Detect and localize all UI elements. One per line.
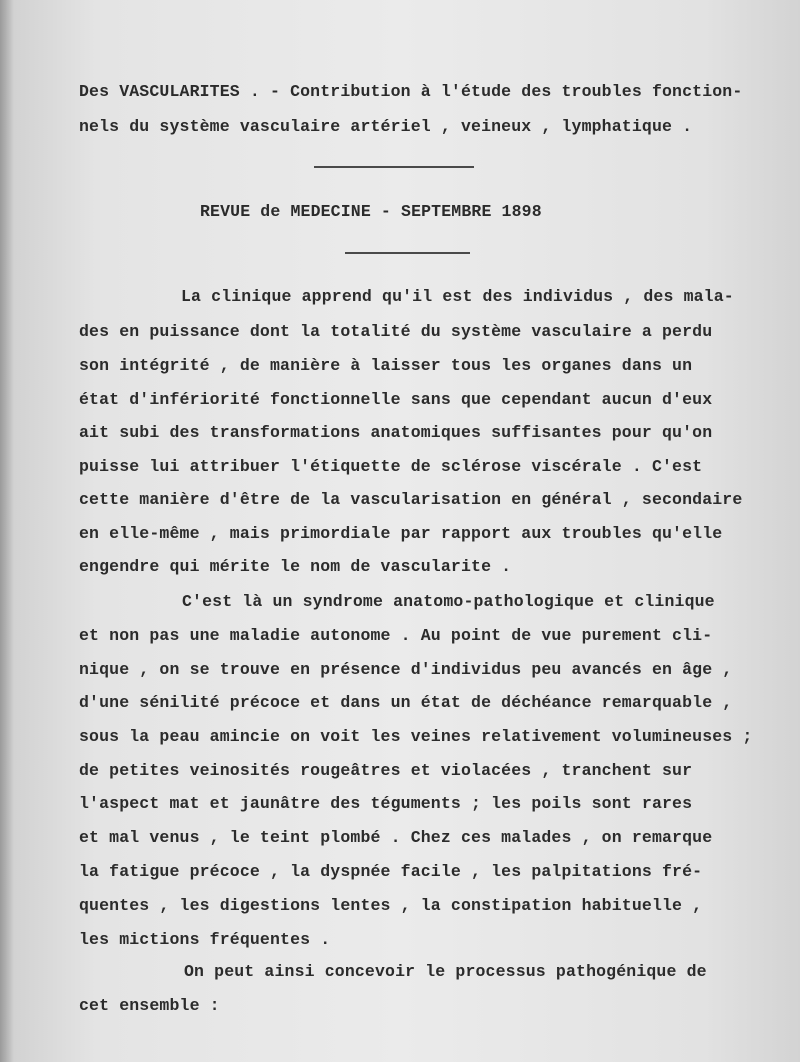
body-line: cette manière d'être de la vascularisation en général , secondaire [79,490,743,509]
scan-edge-shadow [0,0,14,1062]
body-line: C'est là un syndrome anatomo-pathologique et clinique [182,592,715,611]
title-line-1: Des VASCULARITES . - Contribution à l'étude des troubles fonction- [79,82,743,101]
body-line: puisse lui attribuer l'étiquette de sclérose viscérale . C'est [79,457,703,476]
body-line: les mictions fréquentes . [79,930,331,949]
source-citation: REVUE de MEDECINE - SEPTEMBRE 1898 [200,202,542,221]
body-line: état d'infériorité fonctionnelle sans que cependant aucun d'eux [79,390,713,409]
body-line: La clinique apprend qu'il est des individus , des mala- [181,287,734,306]
body-line: ait subi des transformations anatomiques suffisantes pour qu'on [79,423,713,442]
divider-bottom [345,252,470,254]
body-line: en elle-même , mais primordiale par rapport aux troubles qu'elle [79,524,723,543]
body-line: On peut ainsi concevoir le processus pathogénique de [184,962,707,981]
body-line: d'une sénilité précoce et dans un état de déchéance remarquable , [79,693,733,712]
body-line: et non pas une maladie autonome . Au point de vue purement cli- [79,626,713,645]
divider-top [314,166,474,168]
title-line-2: nels du système vasculaire artériel , veineux , lymphatique . [79,117,693,136]
body-line: engendre qui mérite le nom de vascularite . [79,557,512,576]
body-line: et mal venus , le teint plombé . Chez ces malades , on remarque [79,828,713,847]
body-line: l'aspect mat et jaunâtre des téguments ; les poils sont rares [79,794,693,813]
body-line: des en puissance dont la totalité du système vasculaire a perdu [79,322,713,341]
body-line: la fatigue précoce , la dyspnée facile , les palpitations fré- [79,862,703,881]
body-line: de petites veinosités rougeâtres et violacées , tranchent sur [79,761,693,780]
body-line: cet ensemble : [79,996,220,1015]
body-line: nique , on se trouve en présence d'individus peu avancés en âge , [79,660,733,679]
body-line: son intégrité , de manière à laisser tous les organes dans un [79,356,693,375]
body-line: quentes , les digestions lentes , la constipation habituelle , [79,896,703,915]
body-line: sous la peau amincie on voit les veines relativement volumineuses ; [79,727,753,746]
